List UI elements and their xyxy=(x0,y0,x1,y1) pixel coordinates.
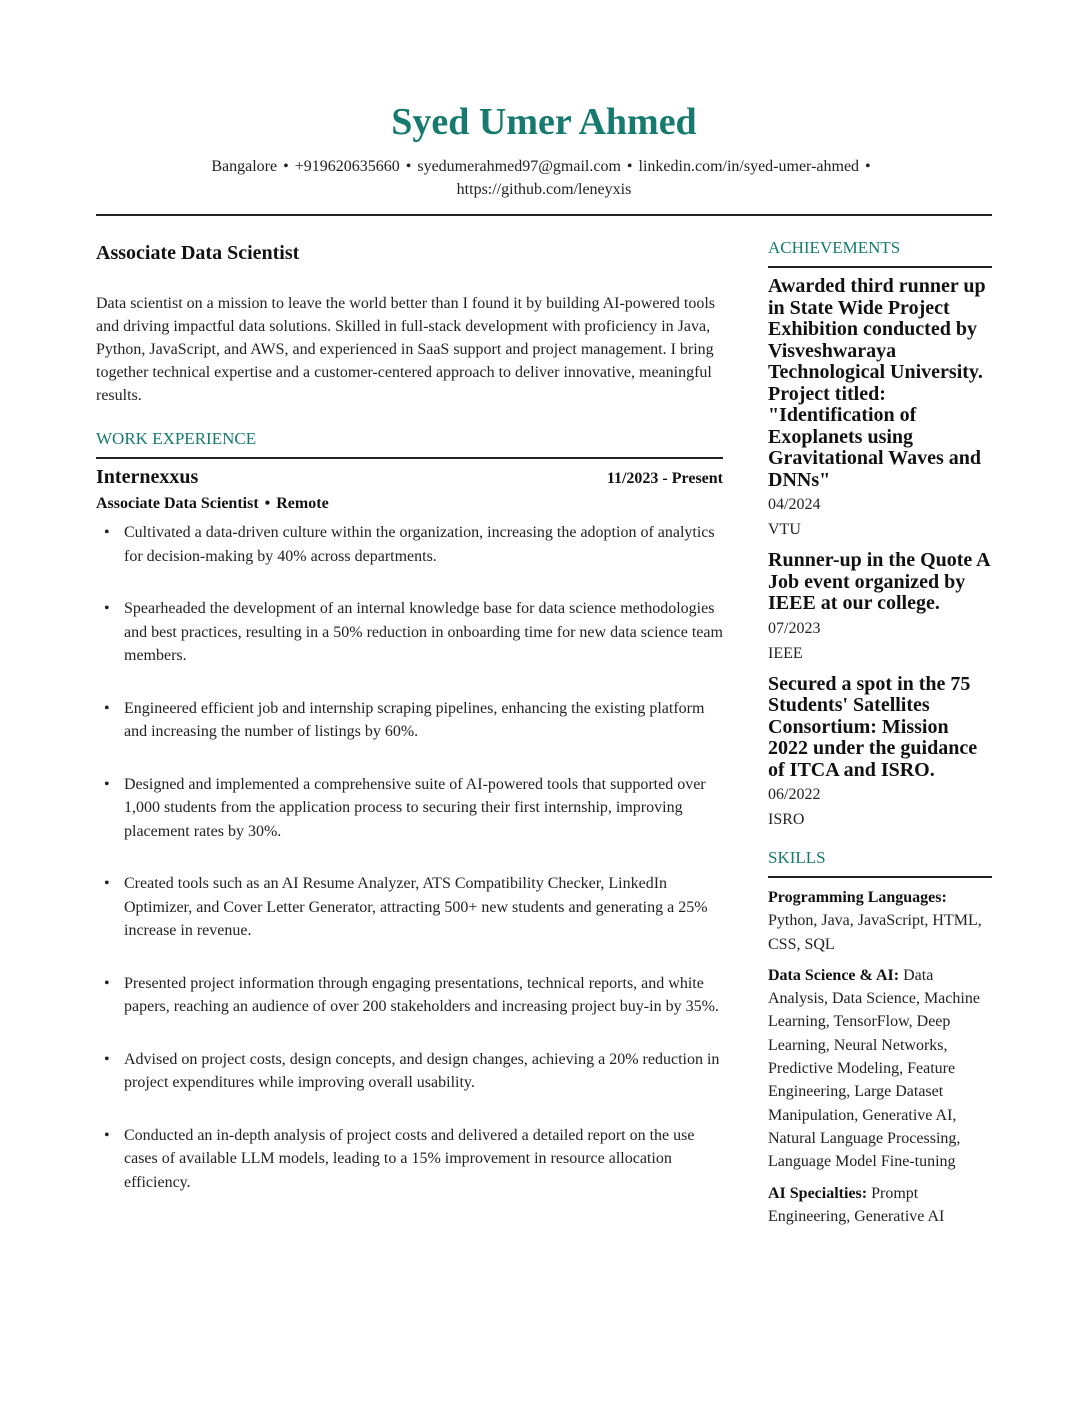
skills-section xyxy=(768,846,992,1228)
job-bullet: • Created tools such as an AI Resume Analyzer, ATS Compatibility Checker, LinkedIn Optimizer, and Cover Letter Generator, attracting 500+ new students and generating a 25% increase in revenue. xyxy=(124,872,723,943)
skill-group xyxy=(768,964,992,1174)
candidate-name: Syed Umer Ahmed xyxy=(391,101,697,143)
sidebar-column xyxy=(768,236,992,1228)
achievement-date: 06/2022 xyxy=(768,786,821,803)
achievement-org: ISRO xyxy=(768,811,805,828)
role-title: Associate Data Scientist xyxy=(96,242,300,264)
job-header xyxy=(96,463,723,491)
main-column xyxy=(96,236,723,1223)
contact-separator: • xyxy=(283,158,289,175)
achievement-org: IEEE xyxy=(768,644,803,662)
job-bullet: • Advised on project costs, design concepts, and design changes, achieving a 20% reduction in project expenditures while improving overall usability. xyxy=(124,1048,723,1095)
section-divider xyxy=(768,876,992,878)
company-name: Internexxus xyxy=(96,466,199,488)
job-dates: 11/2023 - Present xyxy=(606,470,723,487)
contact-github[interactable]: https://github.com/leneyxis xyxy=(456,181,632,198)
job-bullet: • Conducted an in-depth analysis of project costs and delivered a detailed report on the use cases of available LLM models, leading to a 15% improvement in resource allocation efficiency. xyxy=(124,1124,723,1195)
work-experience-section xyxy=(96,427,723,1194)
section-title-work-experience: WORK EXPERIENCE xyxy=(96,429,257,448)
job-position: Associate Data Scientist xyxy=(96,495,259,512)
achievements-section xyxy=(768,236,992,832)
skill-group-label: AI Specialties: xyxy=(768,1184,868,1202)
skill-group-label: Programming Languages: xyxy=(768,889,947,906)
contact-location: Bangalore xyxy=(211,158,278,175)
job-bullet: • Engineered efficient job and internship scraping pipelines, enhancing the existing platform and increasing the number of listings by 60%. xyxy=(124,697,723,744)
achievement-item xyxy=(768,674,992,833)
summary-paragraph: Data scientist on a mission to leave the world better than I found it by building AI-powered tools and driving impactful data solutions. Skilled in full-stack development with proficiency in Java, Python, JavaScript, and AWS, and experienced in SaaS support and project management. I bring together technical expertise and a customer-centered approach to deliver innovative, meaningful results. xyxy=(96,295,715,404)
section-divider xyxy=(96,457,723,459)
achievement-date: 07/2023 xyxy=(768,619,821,637)
job-subtitle xyxy=(96,493,723,515)
contact-separator: • xyxy=(405,158,412,175)
skill-group xyxy=(768,886,992,956)
job-bullet: • Spearheaded the development of an internal knowledge base for data science methodologies and best practices, resulting in a 50% reduction in onboarding time for new data science team members. xyxy=(124,597,723,668)
contact-separator: • xyxy=(626,158,633,175)
achievement-date: 04/2024 xyxy=(768,496,821,513)
skill-group-label: Data Science & AI: xyxy=(768,966,900,984)
job-bullet: • Cultivated a data-driven culture within the organization, increasing the adoption of analytics for decision-making by 40% across departments. xyxy=(124,521,723,568)
contact-line xyxy=(160,155,928,201)
section-title-achievements: ACHIEVEMENTS xyxy=(768,238,901,257)
achievement-title: Awarded third runner up in State Wide Project Exhibition conducted by Visveshwaraya Technological University. Project titled: "Identification of Exoplanets using Gravitational Waves and DNNs" xyxy=(768,275,986,491)
achievement-item xyxy=(768,276,992,542)
section-title-skills: SKILLS xyxy=(768,848,826,867)
job-entry xyxy=(96,463,723,1194)
contact-separator: • xyxy=(865,158,871,175)
contact-email[interactable]: syedumerahmed97@gmail.com xyxy=(417,158,621,175)
skill-group xyxy=(768,1182,992,1229)
achievement-item xyxy=(768,550,992,666)
header-divider xyxy=(96,214,992,216)
contact-linkedin[interactable]: linkedin.com/in/syed-umer-ahmed xyxy=(638,158,860,175)
skill-group-value: Python, Java, JavaScript, HTML, CSS, SQL xyxy=(768,912,982,953)
job-bullets xyxy=(96,521,723,1194)
job-bullet: • Designed and implemented a comprehensive suite of AI-powered tools that supported over 1,000 students from the application process to securing their first internship, improving placement rates by 30%. xyxy=(124,773,723,844)
achievement-org: VTU xyxy=(768,521,801,538)
job-bullet: • Presented project information through engaging presentations, technical reports, and white papers, reaching an audience of over 200 stakeholders and increasing project buy-in by 35%. xyxy=(124,972,723,1019)
skill-group-value: Prompt Engineering, Generative AI xyxy=(768,1184,945,1225)
job-subtitle-separator: • xyxy=(264,495,271,512)
achievement-title: Secured a spot in the 75 Students' Satellites Consortium: Mission 2022 under the guidance of ITCA and ISRO. xyxy=(768,672,978,781)
section-divider xyxy=(768,266,992,268)
achievement-title: Runner-up in the Quote A Job event organized by IEEE at our college. xyxy=(768,549,990,614)
skill-group-value: Data Analysis, Data Science, Machine Learning, TensorFlow, Deep Learning, Neural Networks, Predictive Modeling, Feature Engineering, Large Dataset Manipulation, Generative AI, Natural Language Processing, Language Model Fine-tuning xyxy=(768,966,980,1171)
job-location: Remote xyxy=(276,495,329,512)
contact-phone: +919620635660 xyxy=(294,158,400,175)
